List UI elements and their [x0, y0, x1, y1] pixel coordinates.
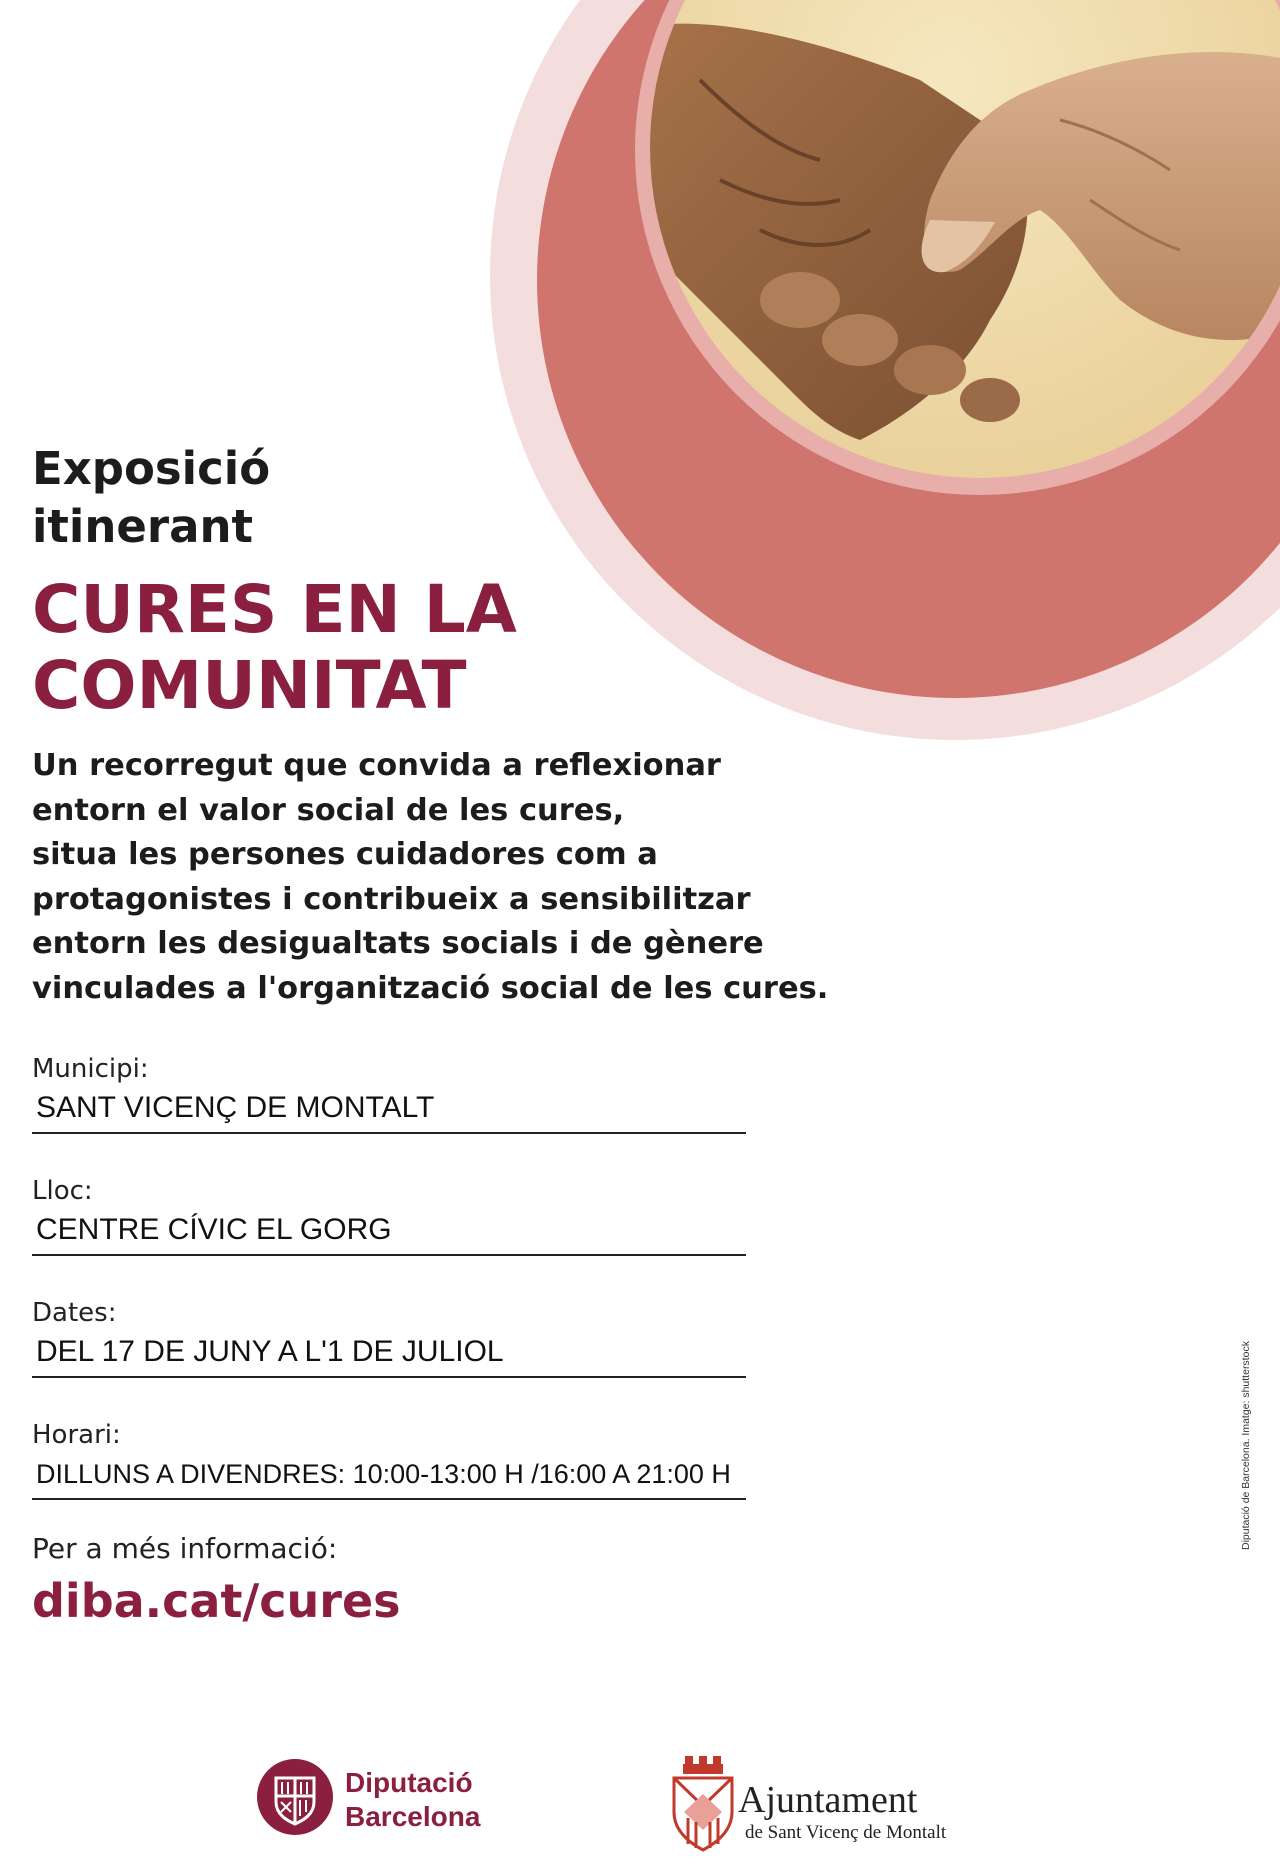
- horari-value: DILLUNS A DIVENDRES: 10:00-13:00 H /16:00 A 21:00 H: [32, 1454, 746, 1500]
- exhibition-title: [32, 572, 517, 724]
- horari-label: Horari:: [32, 1420, 121, 1450]
- ajuntament-crest-icon: [668, 1754, 738, 1854]
- description-line: entorn el valor social de les cures,: [32, 792, 625, 828]
- description-line: Un recorregut que convida a reflexionar: [32, 748, 721, 783]
- exhibition-heading: [32, 440, 270, 556]
- more-info-label: Per a més informació:: [32, 1532, 338, 1565]
- diputacio-line: Diputació: [345, 1767, 473, 1798]
- ajuntament-name: Ajuntament: [738, 1779, 918, 1821]
- more-info-link[interactable]: diba.cat/cures: [32, 1574, 401, 1628]
- image-credit-text: Diputació de Barcelona. Imatge: shutterstock: [1240, 1341, 1252, 1550]
- municipi-label: Municipi:: [32, 1054, 149, 1084]
- description-line: vinculades a l'organització social de les cures.: [32, 970, 829, 1006]
- lloc-value: CENTRE CÍVIC EL GORG: [32, 1210, 746, 1256]
- description-line: entorn les desigualtats socials i de gènere: [32, 926, 764, 961]
- heading-line: itinerant: [32, 500, 254, 553]
- municipi-value: SANT VICENÇ DE MONTALT: [32, 1088, 746, 1134]
- dates-label: Dates:: [32, 1298, 117, 1328]
- title-line: CURES EN LA: [32, 571, 517, 648]
- description-line: situa les persones cuidadores com a: [32, 837, 658, 872]
- exhibition-description: [32, 744, 828, 1011]
- ajuntament-subtitle: de Sant Vicenç de Montalt: [745, 1822, 947, 1843]
- description-line: protagonistes i contribueix a sensibilitzar: [32, 881, 751, 917]
- diputacio-barcelona-logo-icon: [256, 1758, 334, 1836]
- title-line: COMUNITAT: [32, 647, 467, 724]
- barcelona-line: Barcelona: [345, 1801, 481, 1832]
- heading-line: Exposició: [32, 442, 271, 495]
- dates-value: DEL 17 DE JUNY A L'1 DE JULIOL: [32, 1332, 746, 1378]
- image-credit: [1240, 1310, 1260, 1550]
- diputacio-barcelona-wordmark: [345, 1766, 480, 1834]
- lloc-label: Lloc:: [32, 1176, 93, 1206]
